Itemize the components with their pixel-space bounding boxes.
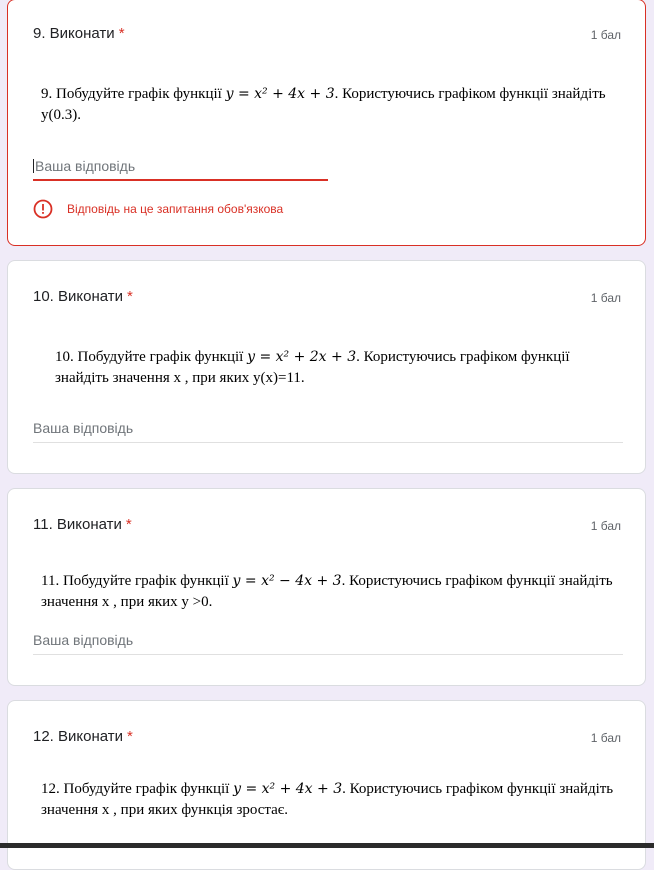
question-points: 1 бал: [590, 28, 621, 42]
question-title-text: 9. Виконати: [33, 25, 115, 42]
question-points: 1 бал: [590, 519, 621, 533]
question-card-10: [7, 260, 646, 474]
question-title: [33, 25, 125, 42]
required-asterisk: *: [118, 25, 125, 42]
answer-placeholder: Ваша відповідь: [35, 158, 136, 174]
question-title-text: 12. Виконати: [33, 728, 124, 745]
required-asterisk: *: [127, 288, 133, 305]
question-text-post: . Користуючись графіком функції знайдіть значення x , при яких y(x)=11.: [55, 349, 570, 386]
question-formula: y = x² − 4x + 3: [232, 573, 342, 589]
taskbar-strip: [0, 843, 654, 848]
required-asterisk: *: [125, 516, 132, 533]
question-points: 1 бал: [590, 291, 621, 305]
question-formula: y = x² + 4x + 3: [225, 86, 335, 102]
answer-placeholder: Ваша відповідь: [33, 420, 134, 436]
error-circle-icon: [33, 199, 53, 219]
question-points: 1 бал: [590, 731, 621, 745]
question-text-pre: 12. Побудуйте графік функції: [41, 781, 230, 797]
question-text-pre: 11. Побудуйте графік функції: [41, 573, 229, 589]
question-description: [41, 84, 626, 126]
question-description: [41, 571, 626, 613]
question-formula: y = x² + 2x + 3: [247, 349, 357, 365]
question-text-post: . Користуючись графіком функції знайдіть значення x , при яких функція зростає.: [41, 781, 614, 818]
question-text-post: . Користуючись графіком функції знайдіть значення x , при яких y >0.: [41, 573, 613, 610]
question-description: [41, 779, 626, 821]
answer-input[interactable]: [33, 629, 623, 655]
answer-input[interactable]: [33, 417, 623, 443]
question-formula: y = x² + 4x + 3: [233, 781, 343, 797]
question-title-text: 11. Виконати: [33, 516, 122, 533]
question-text-pre: 10. Побудуйте графік функції: [55, 349, 244, 365]
question-text-post: . Користуючись графіком функції знайдіть y(0.3).: [41, 86, 606, 123]
question-title: [33, 516, 132, 533]
required-asterisk: *: [127, 728, 133, 745]
question-card-9: [7, 0, 646, 246]
error-text: Відповідь на це запитання обов'язкова: [67, 202, 284, 216]
question-description: [55, 347, 625, 389]
question-title: [33, 288, 133, 305]
question-title: [33, 728, 133, 745]
answer-placeholder: Ваша відповідь: [33, 632, 134, 648]
question-card-11: [7, 488, 646, 686]
question-title-text: 10. Виконати: [33, 288, 124, 305]
text-caret: [33, 159, 34, 173]
question-text-pre: 9. Побудуйте графік функції: [41, 86, 222, 102]
answer-input[interactable]: [33, 155, 328, 181]
error-message: [33, 199, 283, 219]
